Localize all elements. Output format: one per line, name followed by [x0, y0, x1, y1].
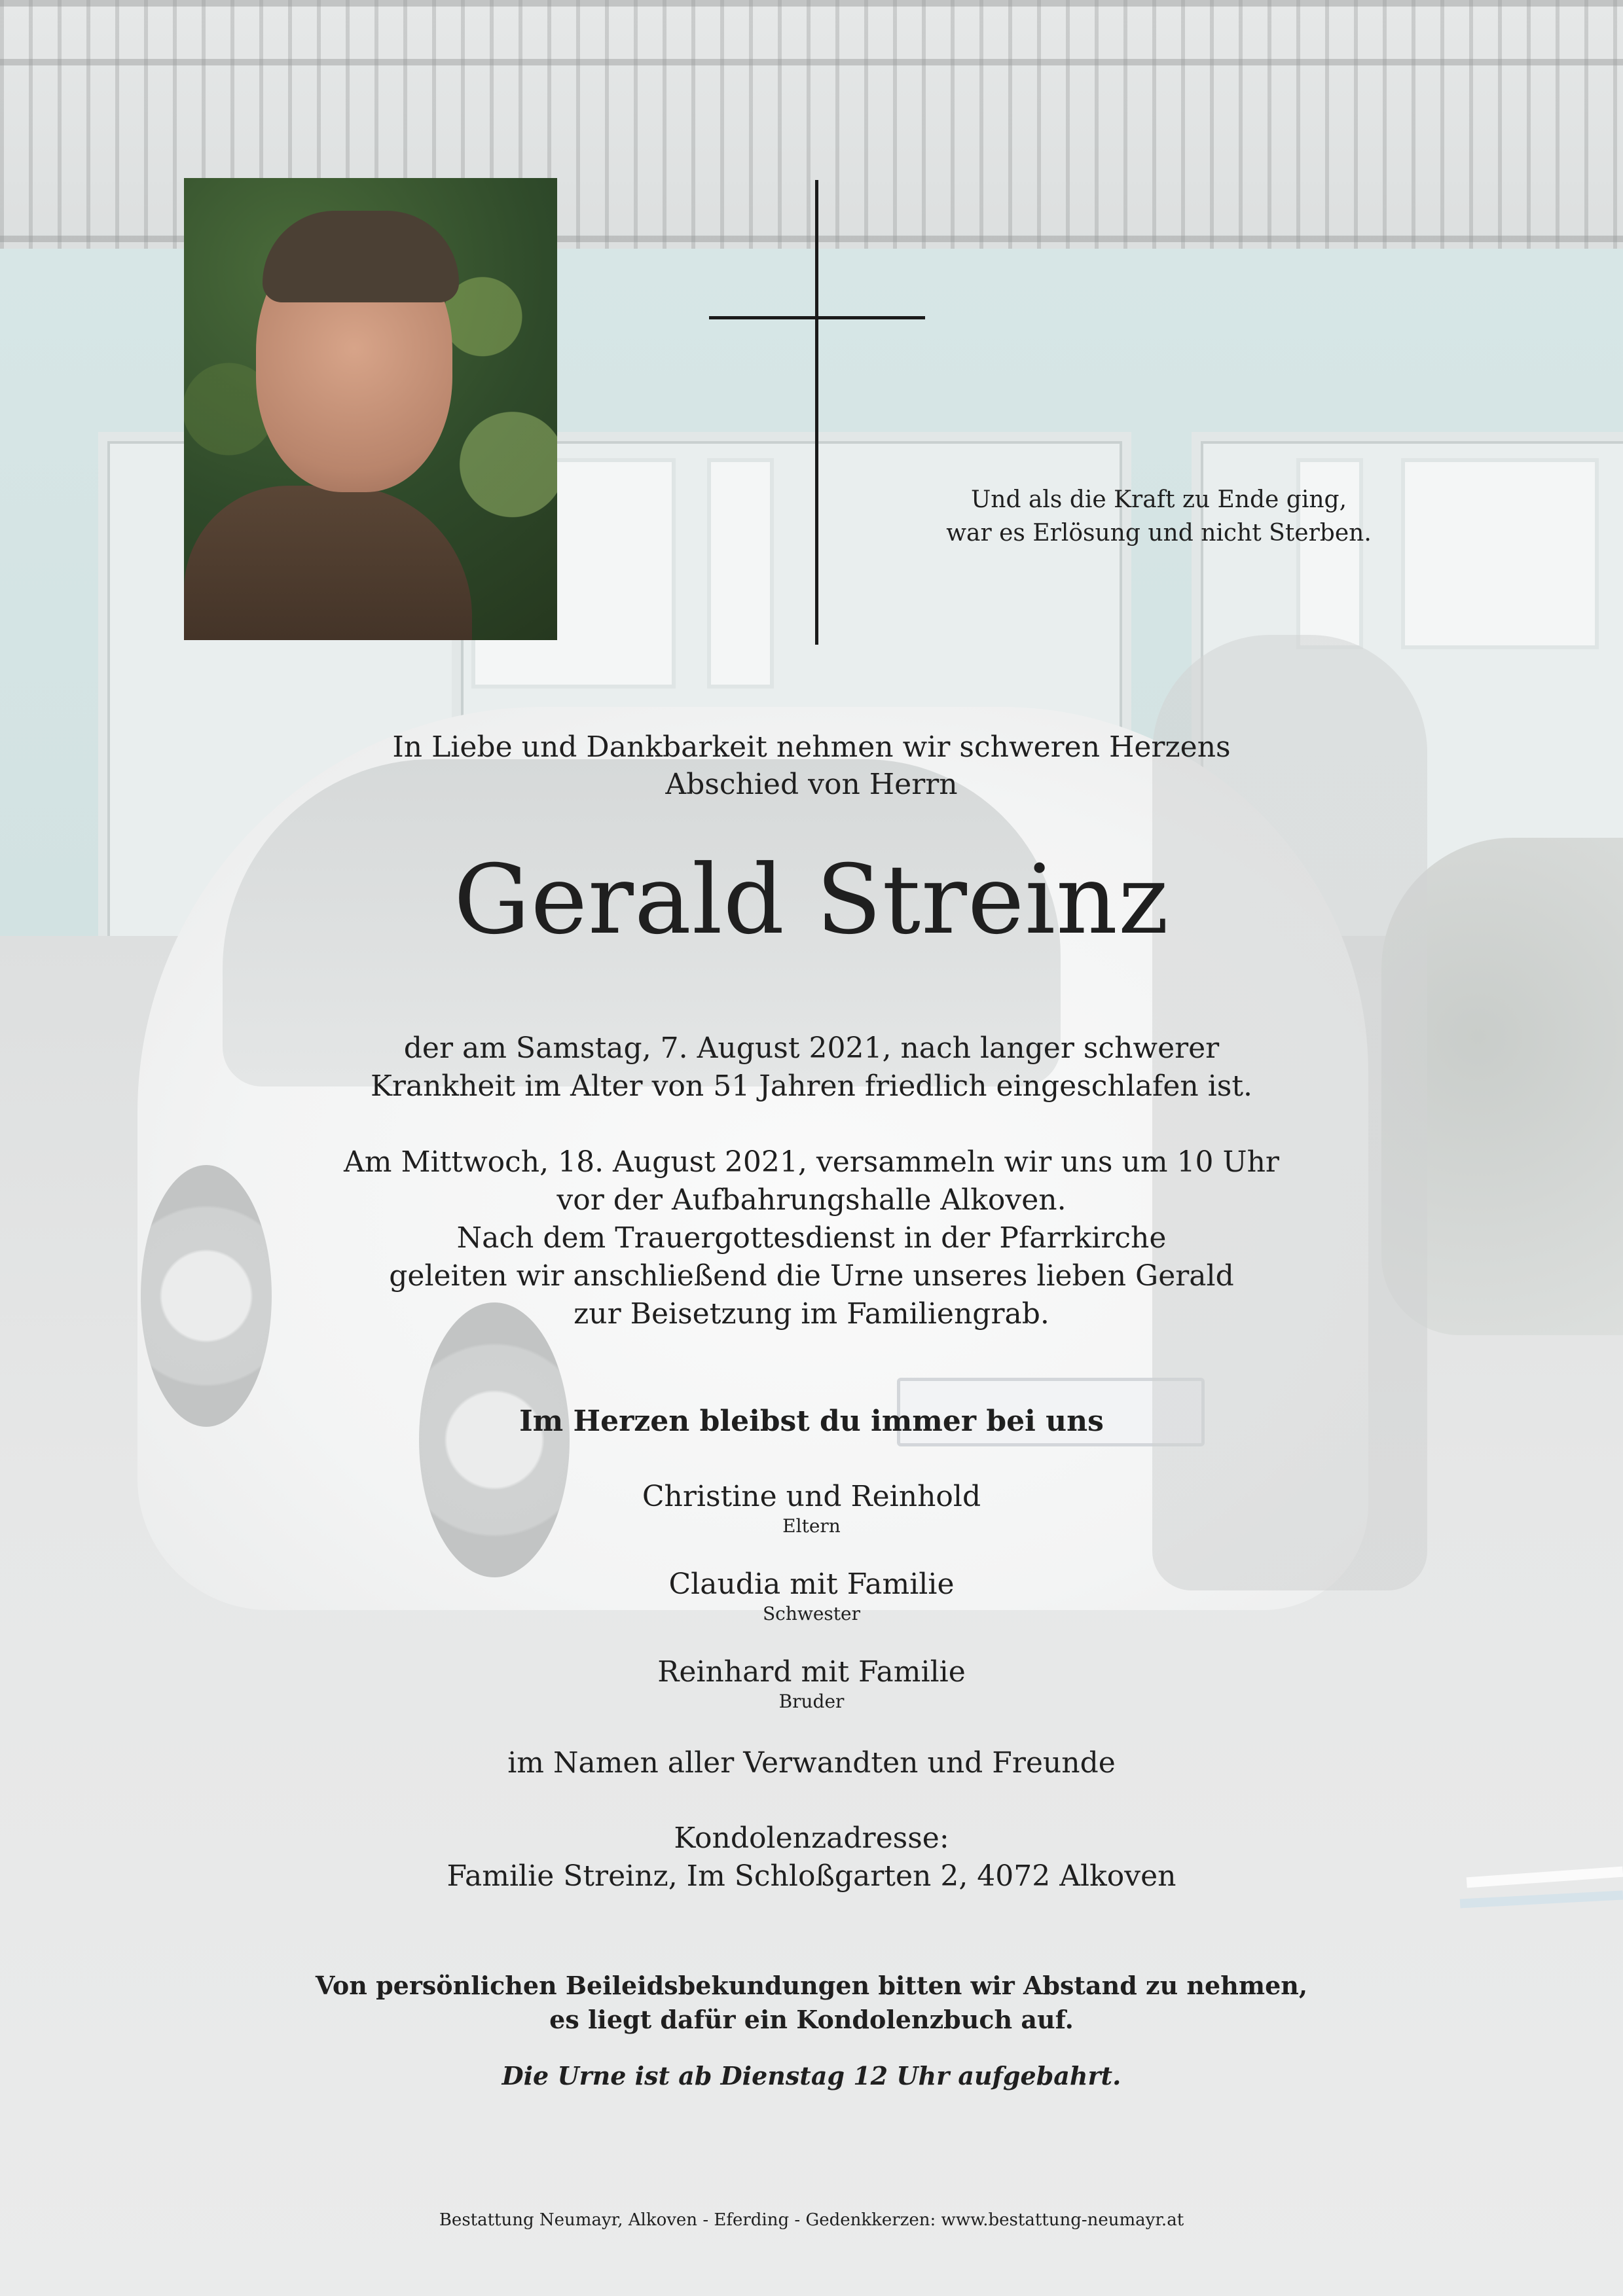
heart-line: Im Herzen bleibst du immer bei uns	[519, 1405, 1104, 1438]
intro-text	[0, 728, 1623, 803]
portrait-hair	[263, 211, 459, 302]
condolence-address	[0, 1820, 1623, 1895]
death-notice-line: der am Samstag, 7. August 2021, nach langer schwerer	[403, 1031, 1220, 1065]
service-notice-line: zur Beisetzung im Familiengrab.	[574, 1297, 1049, 1331]
intro-line: In Liebe und Dankbarkeit nehmen wir schweren Herzens	[392, 730, 1231, 764]
background-rail-line	[0, 0, 1623, 7]
deceased-name: Gerald Streinz	[454, 844, 1169, 956]
intro-line: Abschied von Herrn	[665, 768, 958, 801]
service-notice-line: geleiten wir anschließend die Urne unseres lieben Gerald	[389, 1259, 1234, 1293]
mourner-name: Claudia mit Familie	[668, 1568, 955, 1601]
mourners-list	[0, 1479, 1623, 1742]
cross-vertical-bar	[815, 180, 818, 645]
mourner-role: Eltern	[782, 1515, 841, 1537]
mourner-name: Reinhard mit Familie	[657, 1655, 966, 1689]
mourner-entry	[0, 1479, 1623, 1538]
condolence-label: Kondolenzadresse:	[674, 1821, 949, 1855]
urn-note: Die Urne ist ab Dienstag 12 Uhr aufgebahrt.	[501, 2061, 1122, 2090]
background-rail-line	[0, 59, 1623, 65]
mourner-name: Christine und Reinhold	[642, 1480, 981, 1513]
request-note-line: Von persönlichen Beileidsbekundungen bitten wir Abstand zu nehmen,	[315, 1971, 1308, 2000]
footer-credit: Bestattung Neumayr, Alkoven - Eferding - Gedenkkerzen: www.bestattung-neumayr.at	[439, 2210, 1184, 2230]
death-notice	[0, 1030, 1623, 1105]
mourner-entry	[0, 1655, 1623, 1713]
mourner-role: Schwester	[762, 1603, 860, 1624]
request-note-line: es liegt dafür ein Kondolenzbuch auf.	[549, 2005, 1074, 2034]
memorial-quote	[903, 483, 1414, 550]
condolence-address-line: Familie Streinz, Im Schloßgarten 2, 4072 Alkoven	[447, 1859, 1176, 1893]
background-window-pane	[707, 458, 774, 689]
condolence-request-note	[0, 1969, 1623, 2037]
service-notice-line: Nach dem Trauergottesdienst in der Pfarrkirche	[456, 1221, 1167, 1255]
relatives-line: im Namen aller Verwandten und Freunde	[507, 1746, 1116, 1780]
service-notice-line: Am Mittwoch, 18. August 2021, versammeln wir uns um 10 Uhr	[344, 1145, 1279, 1179]
service-notice-line: vor der Aufbahrungshalle Alkoven.	[556, 1183, 1067, 1217]
quote-line: war es Erlösung und nicht Sterben.	[946, 520, 1372, 547]
background-window-pane	[1401, 458, 1599, 649]
portrait-photo	[184, 178, 557, 640]
cross-horizontal-bar	[709, 316, 925, 319]
mourner-role: Bruder	[778, 1691, 845, 1712]
quote-line: Und als die Kraft zu Ende ging,	[970, 486, 1347, 513]
service-notice	[0, 1143, 1623, 1333]
mourner-entry	[0, 1567, 1623, 1626]
death-notice-line: Krankheit im Alter von 51 Jahren friedlich eingeschlafen ist.	[370, 1069, 1253, 1103]
